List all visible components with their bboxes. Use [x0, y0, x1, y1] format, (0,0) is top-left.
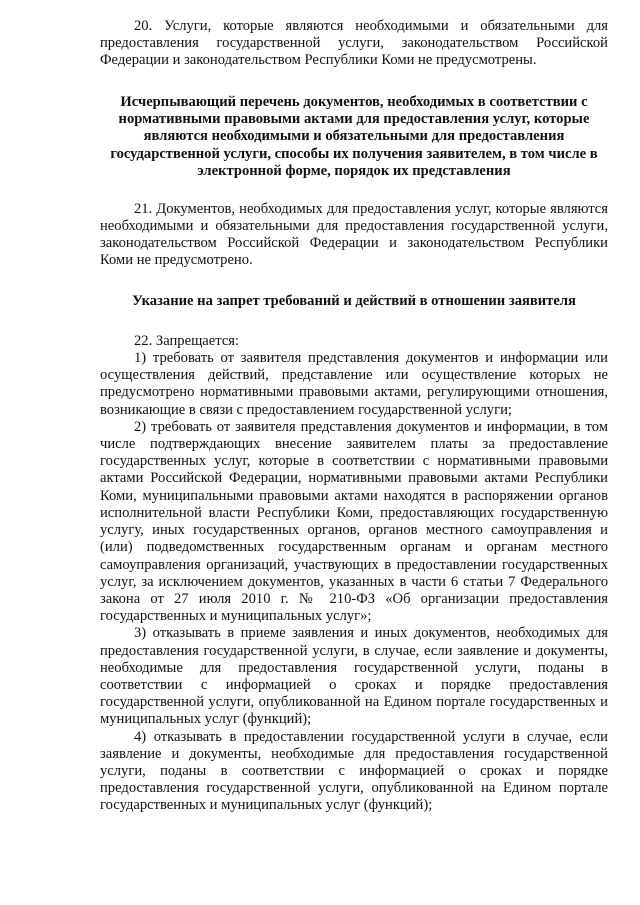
paragraph-22: 22. Запрещается: [134, 332, 240, 349]
paragraph-20: 20. Услуги, которые являются необходимыми и обязательными для предоставления государственной услуги, законодательством Российской Федерации и законодательством Республики Коми не предусмотрены. [100, 18, 608, 69]
spacer [100, 269, 608, 293]
section-heading-documents-list: Исчерпывающий перечень документов, необходимых в соответствии с нормативными правовыми актами для предоставления услуг, которые являются необходимыми и обязательными для предоставления государственной услуги, способы их получения заявителем, в том числе в электронной форме, порядок их представления [110, 93, 598, 180]
list-item-4: 4) отказывать в предоставлении государственной услуги в случае, если заявление и документы, необходимые для предоставления государственной услуги, поданы в соответствии с информацией о сроках и порядке предоставления государственной услуги, опубликованной на Едином портале государственных и муниципальных услуг (функций); [100, 728, 608, 814]
list-item-2: 2) требовать от заявителя представления документов и информации, в том числе подтверждающих внесение заявителем платы за предоставление государственных услуг, которые в соответствии с нормативными правовыми актами Российской Федерации, нормативными правовыми актами Республики Коми, муниципальными правовыми актами находятся в распоряжении органов исполнительной власти Республики Коми, предоставляющих государственную услугу, иных государственных органов, органов местного самоуправления и (или) подведомственных государственным органам и органам местного самоуправления организаций, участвующих в предоставлении государственных услуг, за исключением документов, указанных в части 6 статьи 7 Федерального закона от 27 июля 2010 г. № 210-ФЗ «Об организации предоставления государственных и муниципальных услуг»; [100, 418, 608, 625]
spacer [100, 70, 608, 94]
paragraph-21: 21. Документов, необходимых для предоставления услуг, которые являются необходимыми и обязательными для предоставления государственной услуги, законодательством Российской Федерации и законодательством Республики Коми не предусмотрено. [100, 200, 608, 269]
spacer [100, 311, 608, 333]
section-heading-prohibitions: Указание на запрет требований и действий в отношении заявителя [132, 293, 576, 310]
spacer [100, 181, 608, 201]
list-item-1: 1) требовать от заявителя представления документов и информации или осуществления действий, представление или осуществление которых не предусмотрено нормативными правовыми актами, регулирующими отношения, возникающие в связи с предоставлением государственной услуги; [100, 350, 608, 418]
list-item-3: 3) отказывать в приеме заявления и иных документов, необходимых для предоставления государственной услуги, в случае, если заявление и документы, необходимые для предоставления государственной услуги, поданы в соответствии с информацией о сроках и порядке предоставления государственной услуги, опубликованной на Едином портале государственных и муниципальных услуг (функций); [100, 625, 608, 728]
